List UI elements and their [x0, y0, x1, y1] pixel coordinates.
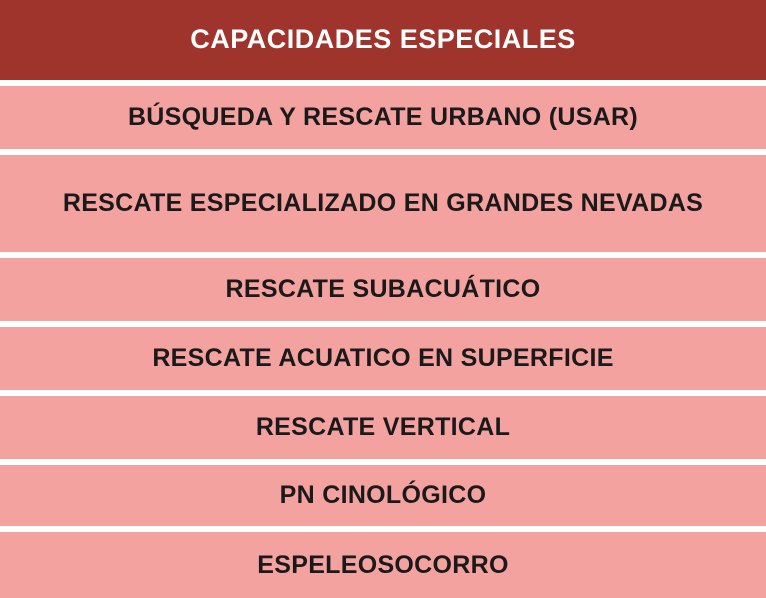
table-row-label: RESCATE VERTICAL [255, 413, 511, 442]
table-row [0, 529, 766, 598]
table-row-label: BÚSQUEDA Y RESCATE URBANO (USAR) [127, 102, 639, 131]
table-header [0, 0, 766, 83]
table-row [0, 393, 766, 462]
table-row-label: RESCATE ACUATICO EN SUPERFICIE [152, 344, 614, 373]
table-row [0, 462, 766, 529]
table-row-label: RESCATE ESPECIALIZADO EN GRANDES NEVADAS [62, 189, 704, 217]
table-row-label: PN CINOLÓGICO [279, 481, 487, 510]
table-row [0, 255, 766, 324]
table-row-label: RESCATE SUBACUÁTICO [225, 275, 541, 304]
table-row [0, 324, 766, 393]
table-row [0, 83, 766, 152]
table-row [0, 152, 766, 255]
table-row-label: ESPELEOSOCORRO [257, 550, 509, 579]
table-header-label: CAPACIDADES ESPECIALES [190, 24, 576, 55]
